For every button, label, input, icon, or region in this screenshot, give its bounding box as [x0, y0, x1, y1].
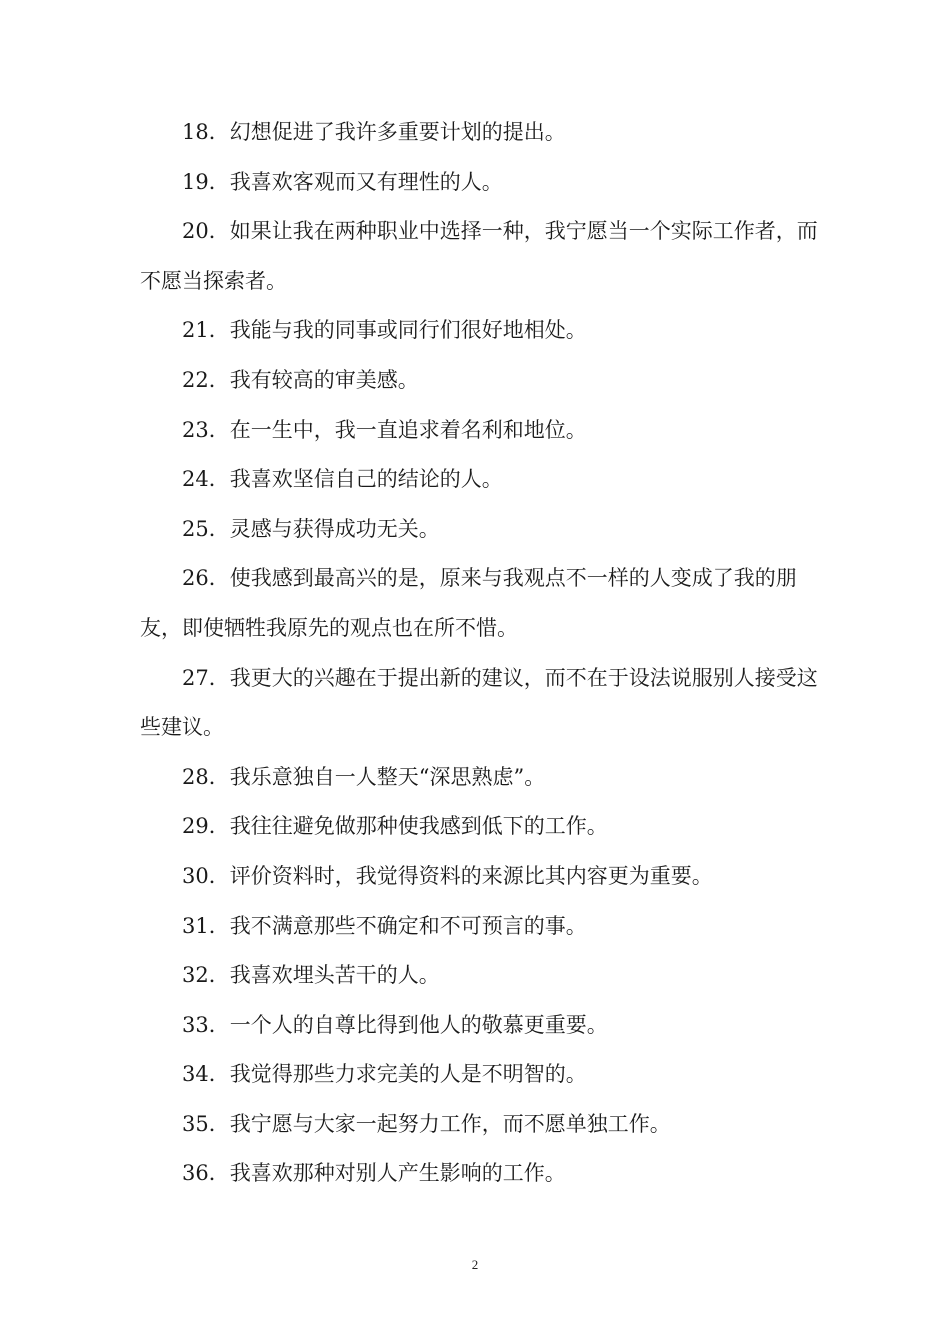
page-number: 2 — [471, 1257, 479, 1272]
list-item: 32．我喜欢埋头苦干的人。 — [182, 963, 440, 988]
list-item: 22．我有较高的审美感。 — [182, 367, 419, 392]
list-item: 35．我宁愿与大家一起努力工作，而不愿单独工作。 — [182, 1111, 671, 1136]
list-item: 33．一个人的自尊比得到他人的敬慕更重要。 — [182, 1012, 608, 1037]
list-item: 34．我觉得那些力求完美的人是不明智的。 — [182, 1062, 587, 1087]
list-item: 28．我乐意独自一人整天“深思熟虑”。 — [182, 764, 546, 789]
questionnaire-list — [140, 108, 820, 1199]
list-item: 24．我喜欢坚信自己的结论的人。 — [182, 467, 503, 492]
list-item: 26．使我感到最高兴的是，原来与我观点不一样的人变成了我的朋友，即使牺牲我原先的观点也在所不惜。 — [140, 566, 797, 640]
list-item: 30．评价资料时，我觉得资料的来源比其内容更为重要。 — [182, 863, 713, 888]
list-item: 25．灵感与获得成功无关。 — [182, 516, 440, 541]
list-item: 20．如果让我在两种职业中选择一种，我宁愿当一个实际工作者，而不愿当探索者。 — [140, 219, 818, 293]
list-item: 31．我不满意那些不确定和不可预言的事。 — [182, 913, 587, 938]
list-item: 27．我更大的兴趣在于提出新的建议，而不在于设法说服别人接受这些建议。 — [140, 665, 818, 740]
list-item: 21．我能与我的同事或同行们很好地相处。 — [182, 318, 587, 343]
list-item: 29．我往往避免做那种使我感到低下的工作。 — [182, 814, 608, 839]
list-item: 23．在一生中，我一直追求着名利和地位。 — [182, 417, 587, 442]
list-item: 36．我喜欢那种对别人产生影响的工作。 — [182, 1161, 566, 1186]
list-item: 19．我喜欢客观而又有理性的人。 — [182, 169, 503, 194]
list-item: 18．幻想促进了我许多重要计划的提出。 — [182, 120, 566, 144]
